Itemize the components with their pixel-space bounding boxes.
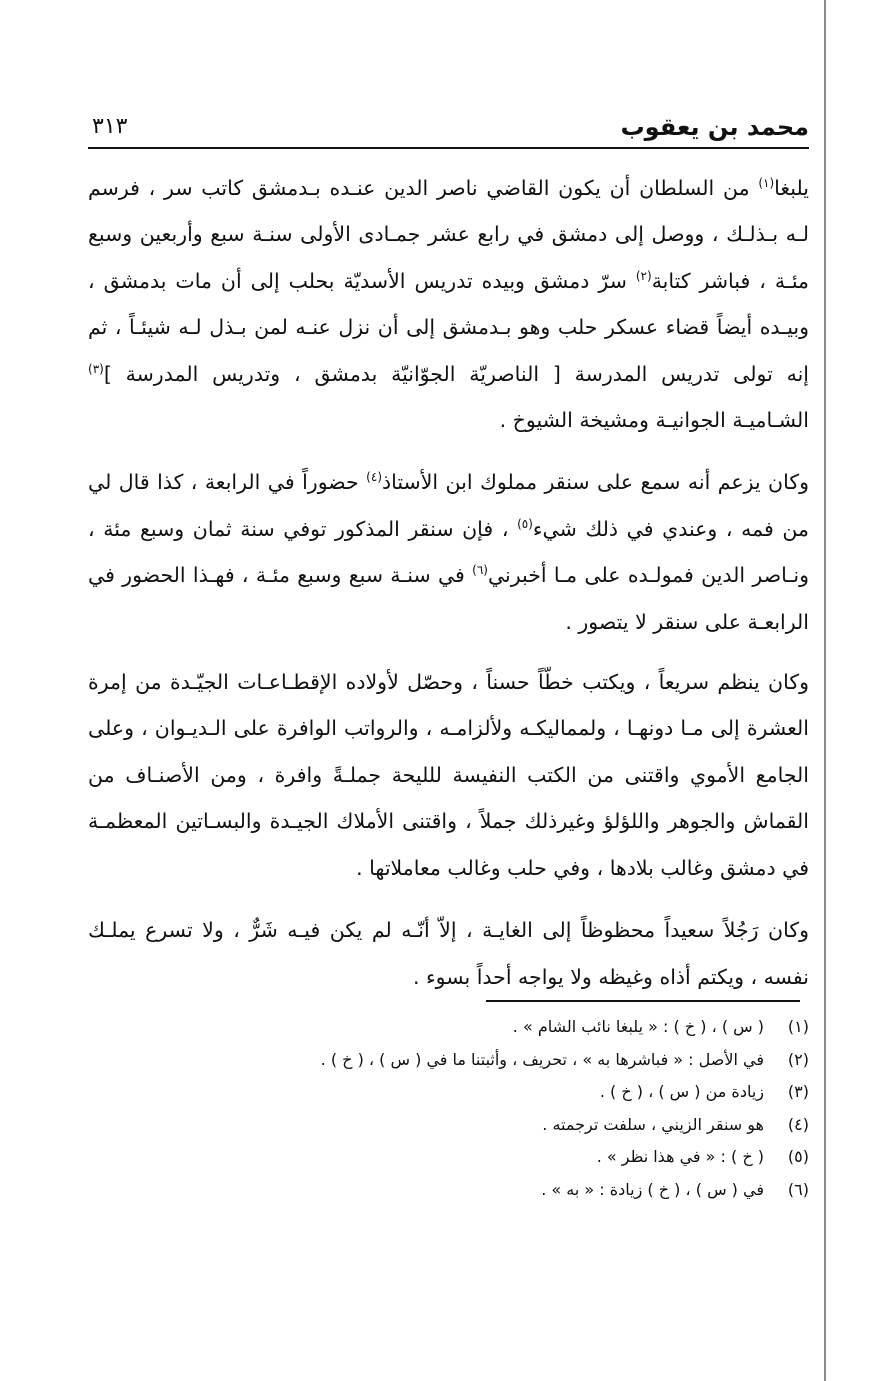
footnote-ref-2: (٢) <box>635 268 652 283</box>
body-text <box>88 165 809 1016</box>
paragraph-text: في سنـة سبع وسبع مئـة ، فهـذا الحضور في الرابعـة على سنقر لا يتصور . <box>88 563 809 634</box>
header-rule <box>88 147 809 149</box>
footnote-text: زيادة من ( س ) ، ( خ ) . <box>599 1082 764 1102</box>
header-title: محمد بن يعقوب <box>620 113 809 141</box>
footnote-text: ( س ) ، ( خ ) : « يلبغا نائب الشام » . <box>512 1017 764 1036</box>
footnote-text: ( خ ) : « في هذا نظر » . <box>596 1147 764 1167</box>
paragraph-1 <box>88 165 809 443</box>
page-edge-line <box>824 0 826 1381</box>
footnote-number: (٢) <box>787 1049 809 1069</box>
running-header <box>88 110 809 144</box>
paragraph-4 <box>88 907 809 1000</box>
paragraph-text: وكان رَجُلاً سعيداً محظوظاً إلى الغايـة ، إلاّ أنّـه لم يكن فيـه شَرٌّ ، ولا تسرع يملـك نفسه ، ويكتم أذاه وغيظه ولا يواجه أحداً بسوء . <box>88 918 809 989</box>
footnote-3 <box>88 1077 809 1110</box>
paragraph-2 <box>88 459 809 645</box>
footnote-number: (١) <box>787 1017 809 1036</box>
footnote-number: (٥) <box>787 1147 809 1167</box>
footnote-ref-6: (٦) <box>472 563 488 578</box>
footnote-ref-1: (١) <box>758 176 775 191</box>
footnote-6 <box>88 1175 809 1208</box>
footnote-rule <box>486 1000 800 1002</box>
footnote-text: في الأصل : « فباشرها به » ، تحريف ، وأثبتنا ما في ( س ) ، ( خ ) . <box>320 1049 764 1069</box>
page-number: ٣١٣ <box>92 114 128 139</box>
footnote-4 <box>88 1110 809 1143</box>
paragraph-text: من السلطان أن يكون القاضي ناصر الدين عنـده بـدمشق كاتب سر ، فرسم لـه بـذلـك ، ووصل إلى دمشق في رابع عشر جمـادى الأولى سنـة سبع وأربعين وسبع مئـة ، فباشر كتابة <box>88 176 810 293</box>
footnotes-list <box>88 1012 809 1208</box>
footnote-text: في ( س ) ، ( خ ) زيادة : « به » . <box>541 1179 764 1199</box>
paragraph-3 <box>88 659 809 891</box>
footnote-text: هو سنقر الزيني ، سلفت ترجمته . <box>542 1114 764 1134</box>
footnote-ref-4: (٤) <box>366 470 382 485</box>
footnote-number: (٦) <box>787 1179 809 1199</box>
footnote-number: (٣) <box>787 1082 809 1102</box>
footnote-ref-3: (٣) <box>88 361 104 376</box>
footnote-1 <box>88 1012 809 1045</box>
paragraph-text: وكان يزعم أنه سمع على سنقر مملوك ابن الأستاذ <box>382 470 809 495</box>
paragraph-text: ، فإن سنقر المذكور توفي سنة ثمان وسبع مئة ، ونـاصر الدين فمولـده على مـا أخبرني <box>88 516 809 588</box>
footnote-2 <box>88 1045 809 1078</box>
paragraph-text: حضوراً في الرابعة ، كذا قال لي من فمه ، وعندي في ذلك شيء <box>88 470 809 541</box>
footnote-ref-5: (٥) <box>517 517 533 532</box>
footnote-number: (٤) <box>787 1114 809 1134</box>
paragraph-text: يلبغا <box>774 176 809 200</box>
footnote-5 <box>88 1142 809 1175</box>
paragraph-text: وكان ينظم سريعاً ، ويكتب خطّاً حسناً ، وحصّل لأولاده الإقطـاعـات الجيّـدة من إمرة العشرة إلى مـا دونهـا ، ولمماليكـه ولألزامـه ، والرواتب الوافرة على الـديـوان ، وعلى الجامع الأموي واقتنى من الكتب النفيسة للليحة جملـةً وافرة ، ومن الأصنـاف من القماش والجوهر واللؤلؤ وغيرذلك جملاً ، واقتنى الأملاك الجيـدة والبسـاتين المعظمـة في دمشق وغالب بلادها ، وفي حلب وغالب معاملاتها . <box>88 670 809 880</box>
paragraph-text: الشـاميـة الجوانيـة ومشيخة الشيوخ . <box>499 408 809 433</box>
paragraph-text: سرّ دمشق وبيده تدريس الأسديّة بحلب إلى أن مات بدمشق ، وبيـده أيضاً قضاء عسكر حلب وهو بـدمشق إلى أن نزل عنـه لمن بـذل لـه شيئـاً ، ثم إنه تولى تدريس المدرسة [ الناصريّة الجوّانيّة بدمشق ، وتدريس المدرسة ] <box>88 268 809 386</box>
